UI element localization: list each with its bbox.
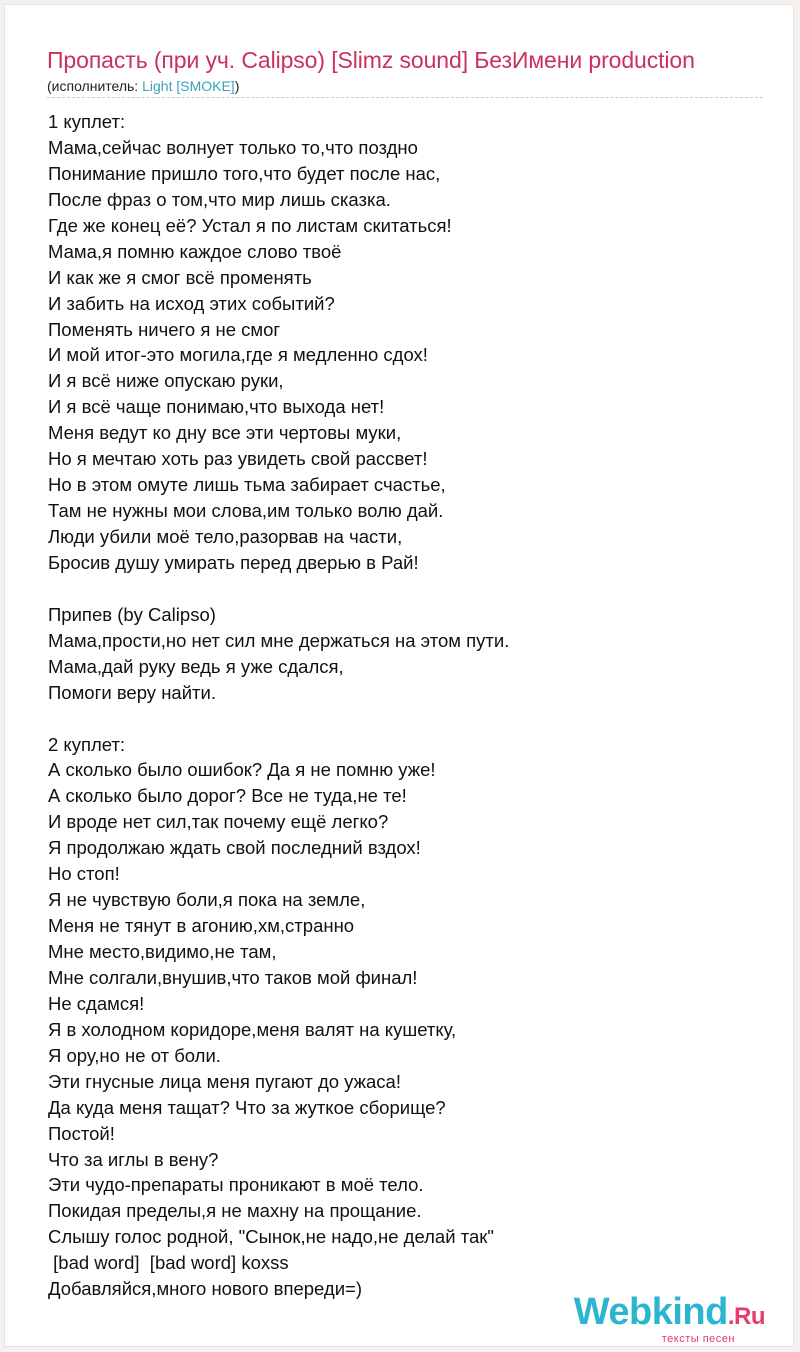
logo-name: Webkind	[573, 1291, 728, 1333]
lyric-line: И вроде нет сил,так почему ещё легко?	[48, 811, 389, 833]
lyric-line: И я всё чаще понимаю,что выхода нет!	[48, 396, 385, 418]
lyric-line: Слышу голос родной, "Сынок,не надо,не делай так"	[48, 1226, 494, 1248]
lyric-line: И я всё ниже опускаю руки,	[48, 370, 284, 392]
lyric-line: А сколько было ошибок? Да я не помню уже!	[48, 759, 436, 781]
lyric-line: Что за иглы в вену?	[48, 1148, 219, 1170]
lyric-line	[48, 576, 748, 602]
lyric-line: Мама,дай руку ведь я уже сдался,	[48, 655, 344, 677]
lyric-line: Мне солгали,внушив,что таков мой финал!	[48, 966, 418, 988]
lyric-line: Да куда меня тащат? Что за жуткое сборище?	[48, 1096, 446, 1118]
lyric-line: [bad word] [bad word] koxss	[48, 1252, 289, 1274]
lyric-line: Эти чудо-препараты проникают в моё тело.	[48, 1174, 424, 1196]
lyric-line: Меня не тянут в агонию,хм,странно	[48, 915, 355, 937]
lyric-line: Я продолжаю ждать свой последний вздох!	[48, 837, 421, 859]
lyric-line: Люди убили моё тело,разорвав на части,	[48, 526, 403, 547]
lyric-line: Мама,сейчас волнует только то,что поздно	[48, 136, 418, 158]
logo-wordmark	[574, 1293, 765, 1336]
lyric-line: А сколько было дорог? Все не туда,не те!	[48, 785, 407, 807]
webkind-logo[interactable]	[574, 1293, 765, 1345]
lyric-line: Покидая пределы,я не махну на прощание.	[48, 1200, 422, 1222]
lyric-line: Меня ведут ко дну все эти чертовы муки,	[48, 422, 402, 444]
lyric-line: И мой итог-это могила,где я медленно сдох!	[48, 344, 428, 366]
lyric-line: Где же конец её? Устал я по листам скитаться!	[48, 214, 452, 236]
lyric-line: Постой!	[48, 1122, 115, 1144]
lyric-line: Эти гнусные лица меня пугают до ужаса!	[48, 1070, 401, 1092]
performer-suffix: )	[234, 78, 240, 94]
lyric-line: Я ору,но не от боли.	[48, 1044, 221, 1066]
lyric-line: Добавляйся,много нового впереди=)	[48, 1278, 363, 1300]
lyric-line: Там не нужны мои слова,им только волю дай.	[48, 500, 444, 522]
lyric-line: Помоги веру найти.	[48, 681, 216, 703]
lyric-line: Но в этом омуте лишь тьма забирает счастье,	[48, 474, 446, 496]
lyric-line: Я в холодном коридоре,меня валят на кушетку,	[48, 1018, 457, 1040]
logo-tld: .Ru	[727, 1303, 765, 1330]
lyric-line: 1 куплет:	[48, 111, 126, 132]
artist-link[interactable]: Light [SMOKE]	[142, 78, 235, 94]
lyric-line: Я не чувствую боли,я пока на земле,	[48, 889, 366, 911]
song-title: Пропасть (при уч. Calipso) [Slimz sound] БезИмени production	[47, 47, 695, 73]
lyric-line	[48, 706, 748, 732]
lyric-line: Мама,я помню каждое слово твоё	[48, 240, 342, 262]
lyric-line: Но стоп!	[48, 863, 120, 885]
lyric-line: Не сдамся!	[48, 992, 145, 1014]
header-divider	[47, 97, 763, 98]
performer-prefix: (исполнитель:	[47, 78, 143, 94]
performer-line	[47, 78, 239, 94]
lyric-line: После фраз о том,что мир лишь сказка.	[48, 188, 391, 210]
lyric-line: И забить на исход этих событий?	[48, 292, 335, 314]
lyric-line: Мне место,видимо,не там,	[48, 941, 277, 962]
lyric-line: Понимание пришло того,что будет после нас,	[48, 162, 441, 184]
lyrics-text	[48, 109, 748, 1302]
lyrics-card	[4, 4, 794, 1347]
logo-tagline: тексты песен	[661, 1333, 735, 1345]
lyric-line: Поменять ничего я не смог	[48, 318, 281, 340]
lyric-line: Бросив душу умирать перед дверью в Рай!	[48, 551, 419, 573]
lyric-line: Припев (by Calipso)	[48, 603, 216, 625]
lyric-line: Но я мечтаю хоть раз увидеть свой рассвет!	[48, 448, 428, 470]
lyric-line: И как же я смог всё променять	[48, 266, 312, 288]
lyric-line: Мама,прости,но нет сил мне держаться на этом пути.	[48, 629, 510, 651]
lyric-line: 2 куплет:	[48, 733, 126, 755]
